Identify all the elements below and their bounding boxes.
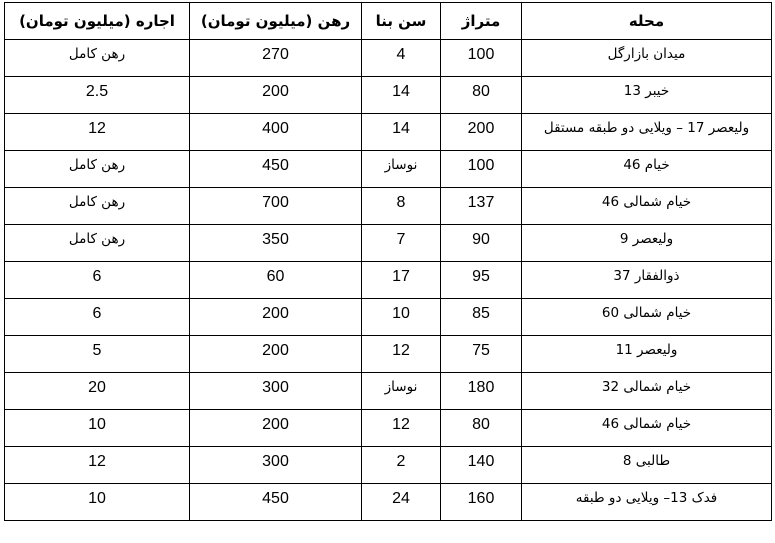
table-row [5, 40, 772, 77]
header-building-age: سن بنا [362, 3, 441, 40]
cell-area: 100 [441, 40, 522, 77]
table-row [5, 77, 772, 114]
cell-rent: 10 [5, 410, 190, 447]
cell-rent: رهن کامل [5, 188, 190, 225]
cell-area: 80 [441, 77, 522, 114]
table-row [5, 151, 772, 188]
cell-rent: 5 [5, 336, 190, 373]
cell-deposit: 200 [190, 77, 362, 114]
cell-location: خیام شمالی 60 [522, 299, 772, 336]
table-row [5, 447, 772, 484]
cell-rent: 10 [5, 484, 190, 521]
cell-deposit: 450 [190, 151, 362, 188]
header-location: محله [522, 3, 772, 40]
cell-area: 95 [441, 262, 522, 299]
cell-building-age: 14 [362, 114, 441, 151]
cell-building-age: 4 [362, 40, 441, 77]
cell-area: 90 [441, 225, 522, 262]
table-row [5, 262, 772, 299]
cell-rent: 2.5 [5, 77, 190, 114]
table-row [5, 484, 772, 521]
cell-area: 75 [441, 336, 522, 373]
cell-location: طالبی 8 [522, 447, 772, 484]
cell-deposit: 300 [190, 447, 362, 484]
cell-area: 160 [441, 484, 522, 521]
cell-building-age: 10 [362, 299, 441, 336]
cell-location: ولیعصر 17 – ویلایی دو طبقه مستقل [522, 114, 772, 151]
cell-building-age: نوساز [362, 151, 441, 188]
cell-deposit: 200 [190, 299, 362, 336]
cell-rent: 12 [5, 114, 190, 151]
cell-building-age: 17 [362, 262, 441, 299]
cell-area: 80 [441, 410, 522, 447]
rental-listings-table [4, 2, 772, 521]
table-row [5, 225, 772, 262]
cell-building-age: 12 [362, 410, 441, 447]
cell-location: خیام شمالی 46 [522, 410, 772, 447]
cell-deposit: 200 [190, 410, 362, 447]
cell-location: ولیعصر 11 [522, 336, 772, 373]
table-row [5, 299, 772, 336]
cell-location: ذوالفقار 37 [522, 262, 772, 299]
table-row [5, 188, 772, 225]
cell-location: خیام 46 [522, 151, 772, 188]
header-row [5, 3, 772, 40]
cell-rent: 12 [5, 447, 190, 484]
cell-rent: 6 [5, 299, 190, 336]
cell-building-age: 7 [362, 225, 441, 262]
cell-building-age: نوساز [362, 373, 441, 410]
cell-building-age: 8 [362, 188, 441, 225]
header-rent: اجاره (میلیون تومان) [5, 3, 190, 40]
cell-deposit: 300 [190, 373, 362, 410]
cell-location: خیام شمالی 32 [522, 373, 772, 410]
cell-deposit: 450 [190, 484, 362, 521]
cell-deposit: 700 [190, 188, 362, 225]
cell-area: 137 [441, 188, 522, 225]
cell-rent: رهن کامل [5, 225, 190, 262]
cell-location: میدان بازارگل [522, 40, 772, 77]
cell-building-age: 12 [362, 336, 441, 373]
cell-rent: 6 [5, 262, 190, 299]
cell-area: 100 [441, 151, 522, 188]
cell-rent: رهن کامل [5, 40, 190, 77]
cell-rent: رهن کامل [5, 151, 190, 188]
cell-area: 200 [441, 114, 522, 151]
table-row [5, 373, 772, 410]
cell-location: ولیعصر 9 [522, 225, 772, 262]
table-row [5, 336, 772, 373]
cell-building-age: 2 [362, 447, 441, 484]
table-row [5, 114, 772, 151]
cell-deposit: 350 [190, 225, 362, 262]
cell-building-age: 14 [362, 77, 441, 114]
cell-deposit: 270 [190, 40, 362, 77]
cell-area: 85 [441, 299, 522, 336]
header-deposit: رهن (میلیون تومان) [190, 3, 362, 40]
table-row [5, 410, 772, 447]
cell-location: خیبر 13 [522, 77, 772, 114]
cell-area: 140 [441, 447, 522, 484]
cell-deposit: 400 [190, 114, 362, 151]
cell-area: 180 [441, 373, 522, 410]
header-area: متراژ [441, 3, 522, 40]
cell-location: فدک 13– ویلایی دو طبقه [522, 484, 772, 521]
cell-deposit: 200 [190, 336, 362, 373]
cell-rent: 20 [5, 373, 190, 410]
cell-deposit: 60 [190, 262, 362, 299]
cell-location: خیام شمالی 46 [522, 188, 772, 225]
cell-building-age: 24 [362, 484, 441, 521]
